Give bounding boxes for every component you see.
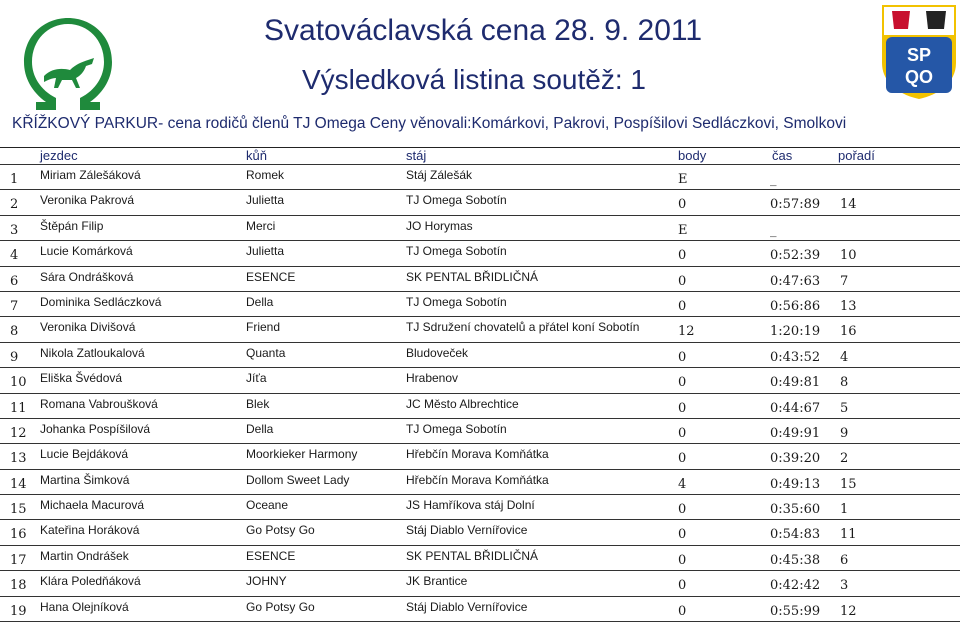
cell-start-number: 1: [10, 172, 19, 187]
cell-stable: TJ Sdružení chovatelů a přátel koní Sobotín: [406, 320, 640, 335]
page-subtitle: Výsledková listina soutěž: 1: [302, 64, 646, 95]
cell-points: 0: [678, 451, 687, 467]
cell-stable: JK Brantice: [406, 574, 468, 589]
cell-time: _: [770, 172, 777, 187]
cell-horse: Blek: [246, 396, 270, 411]
table-row: [0, 519, 960, 544]
cell-start-number: 3: [10, 222, 19, 238]
cell-points: 0: [678, 349, 687, 365]
competition-description: KŘÍŽKOVÝ PARKUR- cena rodičů členů TJ Omega Ceny věnovali:Komárkovi, Pakrovi, Pospíšilovi Sedláczkovi, Smolkovi: [12, 115, 847, 132]
table-row: [0, 342, 960, 367]
cell-points: 0: [678, 502, 687, 518]
svg-text:SP: SP: [906, 45, 932, 65]
column-header-cas: čas: [772, 148, 793, 163]
column-header-staj: stáj: [406, 148, 427, 163]
table-row: [0, 418, 960, 443]
cell-time: 0:39:20: [770, 451, 821, 467]
cell-time: 0:49:91: [770, 425, 821, 441]
cell-rider: Sára Ondrášková: [40, 269, 134, 284]
cell-rider: Veronika Pakrová: [40, 193, 135, 208]
column-header-poradi: pořadí: [838, 148, 875, 163]
cell-horse: ESENCE: [246, 548, 296, 563]
cell-points: 0: [678, 248, 687, 264]
cell-time: 0:47:63: [770, 273, 821, 289]
cell-rider: Kateřina Horáková: [40, 523, 140, 538]
cell-rider: Hana Olejníková: [40, 599, 129, 614]
cell-rank: 6: [840, 552, 849, 568]
cell-rank: 13: [840, 298, 857, 314]
cell-time: 0:43:52: [770, 349, 821, 365]
cell-horse: Julietta: [246, 193, 285, 208]
cell-rank: 7: [840, 273, 849, 289]
cell-time: 1:20:19: [770, 324, 821, 340]
cell-points: E: [678, 172, 688, 187]
table-row: [0, 266, 960, 291]
table-row: [0, 240, 960, 265]
omega-horse-logo-icon: [22, 18, 114, 118]
sp-qo-coat-of-arms-icon: [880, 3, 958, 100]
table-header: [0, 147, 960, 164]
cell-rank: 9: [840, 425, 849, 441]
cell-stable: TJ Omega Sobotín: [406, 421, 507, 436]
cell-stable: SK PENTAL BŘIDLIČNÁ: [406, 269, 539, 284]
cell-stable: TJ Omega Sobotín: [406, 193, 507, 208]
cell-time: 0:49:13: [770, 476, 821, 492]
cell-points: 0: [678, 197, 687, 213]
cell-horse: Merci: [246, 218, 276, 233]
cell-stable: JO Horymas: [406, 218, 473, 233]
table-row: [0, 469, 960, 494]
cell-start-number: 4: [10, 248, 19, 264]
cell-start-number: 2: [10, 197, 19, 213]
cell-stable: TJ Omega Sobotín: [406, 294, 507, 309]
cell-stable: Stáj Diablo Vernířovice: [406, 523, 528, 538]
cell-horse: Romek: [246, 168, 285, 182]
cell-rider: Dominika Sedláczková: [40, 294, 162, 309]
cell-stable: Stáj Zálešák: [406, 168, 473, 182]
cell-start-number: 16: [10, 527, 27, 543]
table-row: [0, 393, 960, 418]
cell-rank: 10: [840, 248, 857, 264]
table-row: [0, 316, 960, 341]
cell-start-number: 12: [10, 425, 27, 441]
column-header-body: body: [678, 148, 707, 163]
cell-points: 0: [678, 375, 687, 391]
cell-time: 0:57:89: [770, 197, 821, 213]
cell-stable: JC Město Albrechtice: [406, 396, 519, 411]
cell-horse: Moorkieker Harmony: [246, 447, 358, 462]
cell-horse: Go Potsy Go: [246, 523, 315, 538]
cell-start-number: 9: [10, 349, 19, 365]
cell-rank: 15: [840, 476, 857, 492]
cell-horse: Jíťa: [246, 371, 267, 386]
cell-rider: Martin Ondrášek: [40, 548, 129, 563]
page-title: Svatováclavská cena 28. 9. 2011: [264, 14, 703, 47]
cell-time: 0:49:81: [770, 375, 821, 391]
column-header-kun: kůň: [246, 148, 267, 163]
cell-points: 0: [678, 578, 687, 594]
column-header-jezdec: jezdec: [40, 148, 78, 163]
cell-rider: Nikola Zatloukalová: [40, 345, 145, 360]
cell-time: _: [770, 222, 777, 238]
cell-time: 0:56:86: [770, 298, 821, 314]
cell-rank: 11: [840, 527, 857, 543]
cell-rank: 16: [840, 324, 857, 340]
cell-points: 4: [678, 476, 687, 492]
cell-stable: Stáj Diablo Vernířovice: [406, 599, 528, 614]
cell-start-number: 11: [10, 400, 27, 416]
cell-start-number: 14: [10, 476, 27, 492]
cell-points: 0: [678, 603, 687, 619]
cell-time: 0:45:38: [770, 552, 821, 568]
cell-horse: Dollom Sweet Lady: [246, 472, 350, 487]
cell-start-number: 8: [10, 324, 19, 340]
cell-start-number: 10: [10, 375, 27, 391]
table-row: [0, 596, 960, 621]
cell-start-number: 13: [10, 451, 27, 467]
cell-points: 0: [678, 425, 687, 441]
cell-rider: Lucie Komárková: [40, 244, 133, 259]
cell-rank: 4: [840, 349, 849, 365]
cell-time: 0:35:60: [770, 502, 821, 518]
cell-stable: Hřebčín Morava Komňátka: [406, 447, 549, 462]
cell-horse: JOHNY: [246, 574, 287, 589]
cell-stable: Hřebčín Morava Komňátka: [406, 472, 549, 487]
table-row: [0, 189, 960, 214]
cell-rank: 5: [840, 400, 849, 416]
table-row: [0, 570, 960, 595]
cell-rank: 14: [840, 197, 857, 213]
table-row: [0, 291, 960, 316]
cell-horse: Friend: [246, 320, 281, 335]
cell-points: 0: [678, 552, 687, 568]
cell-rank: 1: [840, 502, 849, 518]
cell-rank: 12: [840, 603, 857, 619]
cell-horse: Della: [246, 421, 274, 436]
results-table: [0, 147, 960, 622]
cell-time: 0:52:39: [770, 248, 821, 264]
cell-points: 12: [678, 324, 695, 340]
cell-stable: Hrabenov: [406, 371, 459, 386]
cell-rider: Johanka Pospíšilová: [40, 421, 151, 436]
cell-rider: Romana Vabroušková: [40, 396, 158, 411]
table-row: [0, 494, 960, 519]
cell-start-number: 17: [10, 552, 27, 568]
cell-points: 0: [678, 298, 687, 314]
cell-start-number: 15: [10, 502, 27, 518]
cell-time: 0:55:99: [770, 603, 821, 619]
cell-start-number: 7: [10, 298, 19, 314]
cell-rider: Klára Poledňáková: [40, 574, 141, 589]
cell-rider: Štěpán Filip: [40, 218, 104, 233]
cell-horse: ESENCE: [246, 269, 296, 284]
cell-rider: Lucie Bejdáková: [40, 447, 129, 462]
cell-start-number: 6: [10, 273, 19, 289]
cell-points: 0: [678, 273, 687, 289]
cell-rider: Martina Šimková: [40, 472, 130, 487]
cell-stable: Bludoveček: [406, 345, 469, 360]
cell-rider: Miriam Zálešáková: [40, 168, 141, 182]
cell-start-number: 19: [10, 603, 27, 619]
table-row: [0, 443, 960, 468]
table-row: [0, 215, 960, 240]
cell-horse: Della: [246, 294, 274, 309]
cell-horse: Quanta: [246, 345, 286, 360]
cell-horse: Julietta: [246, 244, 285, 259]
cell-points: 0: [678, 400, 687, 416]
cell-time: 0:54:83: [770, 527, 821, 543]
table-row: [0, 367, 960, 392]
cell-stable: TJ Omega Sobotín: [406, 244, 507, 259]
cell-stable: JS Hamříkova stáj Dolní: [406, 498, 535, 513]
cell-rank: 3: [840, 578, 849, 594]
cell-time: 0:42:42: [770, 578, 821, 594]
cell-rider: Veronika Divišová: [40, 320, 136, 335]
table-row: [0, 545, 960, 570]
cell-rider: Michaela Macurová: [40, 498, 145, 513]
table-row: [0, 164, 960, 189]
cell-points: 0: [678, 527, 687, 543]
cell-rank: 2: [840, 451, 849, 467]
cell-rank: 8: [840, 375, 849, 391]
cell-horse: Go Potsy Go: [246, 599, 315, 614]
cell-rider: Eliška Švédová: [40, 371, 123, 386]
cell-points: E: [678, 222, 688, 238]
cell-horse: Oceane: [246, 498, 289, 513]
cell-start-number: 18: [10, 578, 27, 594]
cell-stable: SK PENTAL BŘIDLIČNÁ: [406, 548, 539, 563]
cell-time: 0:44:67: [770, 400, 821, 416]
svg-text:QO: QO: [904, 67, 934, 87]
